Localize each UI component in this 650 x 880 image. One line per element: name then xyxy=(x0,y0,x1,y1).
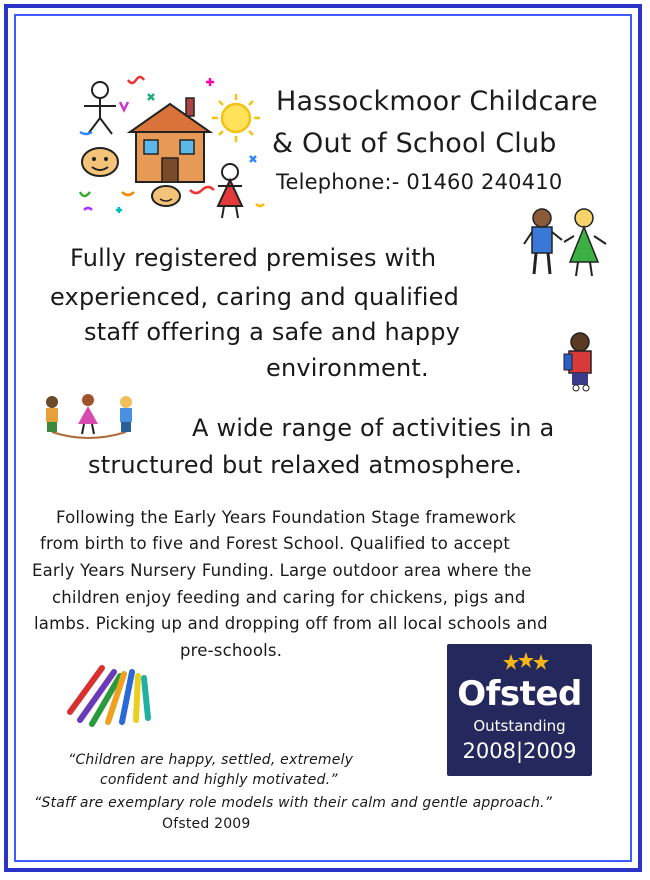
activities-line1: A wide range of activities in a xyxy=(192,414,555,442)
girl-figure-icon xyxy=(218,164,242,218)
quote-line1: “Children are happy, settled, extremely xyxy=(68,752,354,768)
details-line2: from birth to five and Forest School. Qualified to accept xyxy=(40,534,510,553)
ofsted-badge xyxy=(447,644,592,776)
kids-pair-icon xyxy=(522,206,612,280)
club-name-line2: & Out of School Club xyxy=(272,128,557,159)
intro-line1: Fully registered premises with xyxy=(70,244,437,272)
schoolboy-icon xyxy=(560,330,600,392)
intro-line4: environment. xyxy=(266,354,429,382)
stars-icon xyxy=(503,652,549,674)
house-clipart-icon xyxy=(70,72,270,222)
activities-line2: structured but relaxed atmosphere. xyxy=(88,451,523,479)
details-line5: lambs. Picking up and dropping off from all local schools and xyxy=(34,614,548,633)
telephone: Telephone:- 01460 240410 xyxy=(276,170,563,194)
quote-line3: “Staff are exemplary role models with their calm and gentle approach.” xyxy=(34,795,553,811)
ofsted-rating: Outstanding xyxy=(473,717,566,735)
quote-line2: confident and highly motivated.” xyxy=(100,772,338,788)
ofsted-years: 2008|2009 xyxy=(462,739,577,763)
club-name-line1: Hassockmoor Childcare xyxy=(276,86,598,117)
ofsted-word: Ofsted xyxy=(457,674,582,714)
stick-figure-icon xyxy=(84,82,116,134)
house-icon xyxy=(130,98,210,182)
sun-icon xyxy=(212,94,260,142)
details-line3: Early Years Nursery Funding. Large outdoor area where the xyxy=(32,561,532,580)
crayons-icon xyxy=(62,662,162,728)
intro-line3: staff offering a safe and happy xyxy=(84,318,461,346)
details-line1: Following the Early Years Foundation Stage framework xyxy=(56,508,517,527)
intro-line2: experienced, caring and qualified xyxy=(50,283,460,311)
quote-attribution: Ofsted 2009 xyxy=(162,816,251,832)
details-line4: children enjoy feeding and caring for chickens, pigs and xyxy=(52,588,526,607)
kids-skipping-icon xyxy=(40,392,136,438)
details-line6: pre-schools. xyxy=(180,641,283,660)
